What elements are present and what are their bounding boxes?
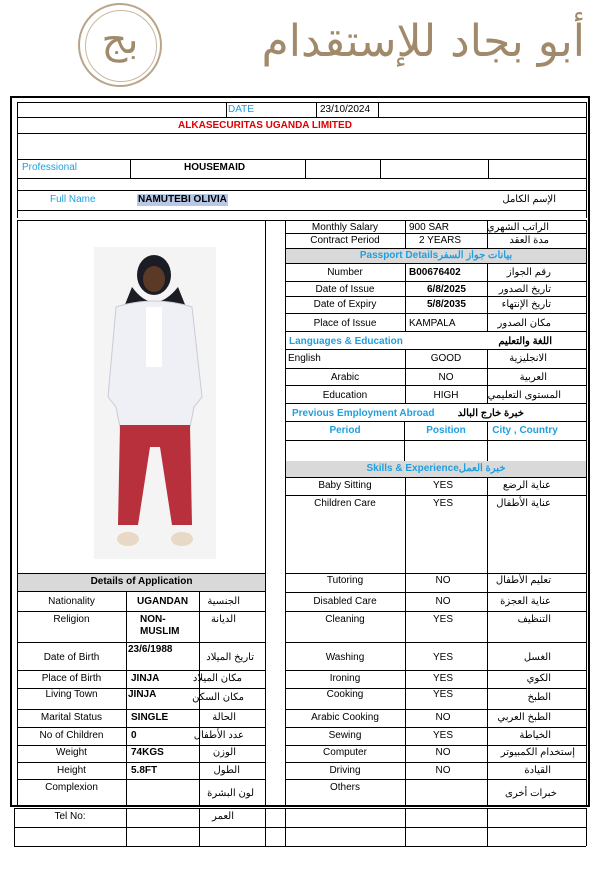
employment-city-header: City , Country <box>492 425 558 436</box>
education-label: Education <box>322 390 368 401</box>
skill-baby-sitting-value: YES <box>432 480 453 491</box>
skill-children-care-value: YES <box>432 498 453 509</box>
skill-arabic-cooking-value: NO <box>435 712 451 723</box>
employment-title-ar: خبرة خارج البالد <box>457 408 524 419</box>
children-label-ar: عدد الأطفال <box>193 730 244 741</box>
languages-title: Languages & Education <box>289 336 403 347</box>
skill-washing-value: YES <box>432 652 453 663</box>
salary-label-ar: الراتب الشهري <box>486 222 549 233</box>
english-label-ar: الانجليزية <box>509 353 547 364</box>
issue-place-label: Place of Issue <box>313 318 377 329</box>
skill-baby-sitting-label-ar: عناية الرضع <box>502 480 551 491</box>
contract-label: Contract Period <box>310 235 380 246</box>
issue-place-label-ar: مكان الصدور <box>497 318 551 329</box>
education-label-ar: المستوى التعليمي <box>487 390 561 401</box>
skill-washing-label-ar: الغسل <box>523 652 551 663</box>
weight-label: Weight <box>56 747 87 758</box>
company-logo-seal <box>78 3 162 87</box>
height-label: Height <box>57 765 86 776</box>
skill-children-care-label-ar: عناية الأطفال <box>496 498 551 509</box>
skill-cooking-label-ar: الطبخ <box>527 692 551 703</box>
children-value: 0 <box>131 730 137 741</box>
weight-value: 74KGS <box>131 747 164 758</box>
religion-value: NON- MUSLIM <box>140 614 180 637</box>
passport-number-value: B00676402 <box>409 267 461 278</box>
date-label: DATE <box>228 104 254 115</box>
religion-label-ar: الديانة <box>210 614 236 625</box>
skill-ironing-label-ar: الكوي <box>526 673 551 684</box>
passport-number-label-ar: رقم الجواز <box>506 267 551 278</box>
issue-place-value: KAMPALA <box>409 318 456 329</box>
application-title: Details of Application <box>90 576 193 587</box>
living-town-value: JINJA <box>128 689 157 700</box>
skill-driving-value: NO <box>435 765 451 776</box>
languages-title-ar: اللغة والتعليم <box>498 336 552 347</box>
age-label-ar: العمر <box>212 811 234 822</box>
employment-period-header: Period <box>329 425 361 436</box>
profession-value: HOUSEMAID <box>184 162 246 173</box>
company-logo-text: أبو بجاد للإستقدام <box>261 16 585 67</box>
nationality-label-ar: الجنسية <box>207 596 240 607</box>
salary-label: Monthly Salary <box>311 222 379 233</box>
skill-others-label-ar: خبرات أخرى <box>505 788 557 799</box>
skill-arabic-cooking-label-ar: الطبخ العربي <box>497 712 551 723</box>
height-label-ar: الطول <box>213 765 240 776</box>
education-value: HIGH <box>433 390 459 401</box>
english-label: English <box>288 353 321 364</box>
passport-title: Passport Detailsبيانات جواز السفر <box>359 250 513 261</box>
skill-driving-label-ar: القيادة <box>524 765 551 776</box>
expiry-date-label: Date of Expiry <box>313 299 377 310</box>
skills-title: Skills & Experienceخبرة العمل <box>366 463 506 474</box>
dob-value: 23/6/1988 <box>128 644 173 655</box>
employment-title: Previous Employment Abroad <box>292 408 435 419</box>
skill-disabled-care-value: NO <box>435 596 451 607</box>
contract-value: 2 YEARS <box>419 235 462 246</box>
marital-status-value: SINGLE <box>131 712 169 723</box>
applicant-photo <box>94 247 216 559</box>
skill-cooking-value: YES <box>432 689 453 700</box>
dob-label-ar: تاريخ الميلاد <box>206 652 254 663</box>
tel-label: Tel No: <box>54 811 86 822</box>
skill-driving-label: Driving <box>329 765 361 776</box>
skill-ironing-value: YES <box>432 673 453 684</box>
contract-label-ar: مدة العقد <box>509 235 549 246</box>
applicant-photo-figure <box>94 247 216 559</box>
marital-status-label-ar: الحالة <box>212 712 236 723</box>
skill-tutoring-label-ar: تعليم الأطفال <box>495 575 551 586</box>
living-town-label-ar: مكان السكن <box>192 692 244 703</box>
issue-date-label: Date of Issue <box>315 284 375 295</box>
skill-tutoring-label: Tutoring <box>326 575 364 586</box>
skill-ironing-label: Ironing <box>329 673 361 684</box>
place-of-birth-label-ar: مكان الميلاد <box>192 673 242 684</box>
complexion-label: Complexion <box>45 782 98 793</box>
issue-date-value: 6/8/2025 <box>427 284 466 295</box>
company-name: ALKASECURITAS UGANDA LIMITED <box>178 120 352 131</box>
skill-disabled-care-label-ar: عناية العجزة <box>500 596 551 607</box>
full-name-value: NAMUTEBI OLIVIA <box>138 194 227 205</box>
arabic-value: NO <box>438 372 454 383</box>
skill-tutoring-value: NO <box>435 575 451 586</box>
weight-label-ar: الوزن <box>212 747 236 758</box>
skill-disabled-care-label: Disabled Care <box>313 596 377 607</box>
skill-cooking-label: Cooking <box>326 689 364 700</box>
marital-status-label: Marital Status <box>40 712 103 723</box>
issue-date-label-ar: تاريخ الصدور <box>498 284 551 295</box>
expiry-date-label-ar: تاريخ الإنتهاء <box>501 299 551 310</box>
skill-baby-sitting-label: Baby Sitting <box>318 480 372 491</box>
skill-computer-value: NO <box>435 747 451 758</box>
skill-others-label: Others <box>329 782 360 793</box>
dob-label: Date of Birth <box>43 652 100 663</box>
nationality-value: UGANDAN <box>137 596 189 607</box>
expiry-date-value: 5/8/2035 <box>427 299 466 310</box>
skill-sewing-value: YES <box>432 730 453 741</box>
skill-arabic-cooking-label: Arabic Cooking <box>311 712 379 723</box>
religion-label: Religion <box>53 614 90 625</box>
date-value: 23/10/2024 <box>320 104 371 115</box>
skill-sewing-label-ar: الخياطة <box>519 730 551 741</box>
place-of-birth-value: JINJA <box>131 673 160 684</box>
place-of-birth-label: Place of Birth <box>41 673 102 684</box>
complexion-label-ar: لون البشرة <box>207 788 254 799</box>
children-label: No of Children <box>39 730 104 741</box>
skill-cleaning-value: YES <box>432 614 453 625</box>
skill-cleaning-label: Cleaning <box>325 614 365 625</box>
full-name-label: Full Name <box>50 194 96 205</box>
english-value: GOOD <box>430 353 462 364</box>
salary-value: 900 SAR <box>409 222 450 233</box>
skill-computer-label-ar: إستخدام الكمبيوتر <box>500 747 575 758</box>
skill-computer-label: Computer <box>323 747 367 758</box>
nationality-label: Nationality <box>48 596 95 607</box>
skill-cleaning-label-ar: التنظيف <box>517 614 551 625</box>
full-name-label-ar: الإسم الكامل <box>502 194 556 205</box>
arabic-label-ar: العربية <box>519 372 547 383</box>
employment-position-header: Position <box>426 425 466 436</box>
skill-washing-label: Washing <box>325 652 365 663</box>
skill-sewing-label: Sewing <box>328 730 362 741</box>
arabic-label: Arabic <box>330 372 360 383</box>
living-town-label: Living Town <box>45 689 98 700</box>
logo-monogram: بج <box>101 17 139 63</box>
skill-children-care-label: Children Care <box>314 498 376 509</box>
profession-label: Professional <box>22 162 78 173</box>
passport-number-label: Number <box>327 267 363 278</box>
height-value: 5.8FT <box>131 765 158 776</box>
